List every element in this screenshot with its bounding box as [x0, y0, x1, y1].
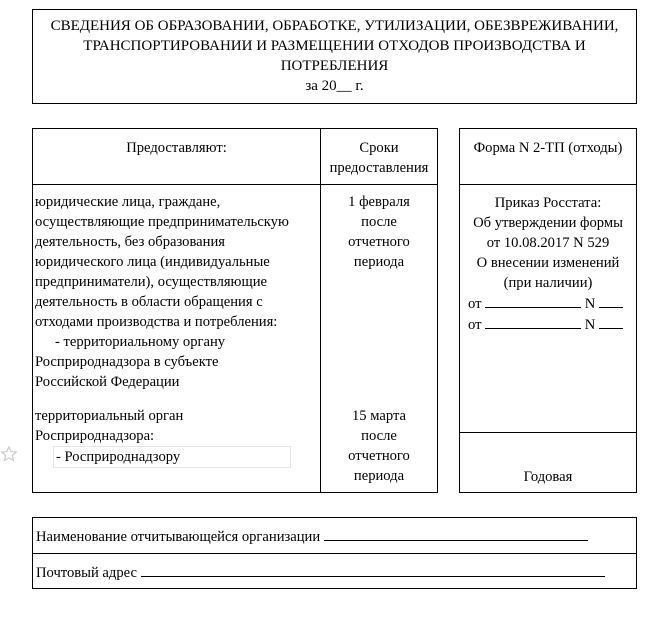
form-name: Форма N 2-ТП (отходы) [473, 140, 623, 156]
provider-line: Росприроднадзора: [35, 428, 155, 444]
form-info-box [459, 128, 637, 493]
amend-number-field[interactable] [599, 314, 623, 329]
amend-number-field[interactable] [599, 293, 623, 308]
header-deadlines [321, 138, 437, 178]
provider-line: деятельность, без образования [35, 234, 225, 250]
amend-prefix: от [468, 317, 482, 333]
provider-line: предприниматели), осуществляющие [35, 274, 267, 290]
organization-name-label: Наименование отчитывающейся организации [36, 529, 321, 545]
report-title-box [32, 9, 637, 104]
order-line: (при наличии) [503, 275, 593, 291]
table-row-1-providers [35, 192, 317, 392]
form-period: Годовая [523, 469, 573, 485]
report-year: за 20__ г. [305, 78, 364, 94]
amendment-line-2 [460, 314, 636, 335]
order-line: Об утверждении формы [473, 215, 623, 231]
header-divider [33, 184, 437, 185]
report-title: СВЕДЕНИЯ ОБ ОБРАЗОВАНИИ, ОБРАБОТКЕ, УТИЛИЗАЦИИ, ОБЕЗВРЕЖИВАНИИ, ТРАНСПОРТИРОВАНИИ И РАЗМЕЩЕНИИ ОТХОДОВ ПРОИЗВОДСТВА И ПОТРЕБЛЕНИЯ [50, 18, 619, 74]
form-order-info [460, 193, 636, 335]
table-row-1-deadline [321, 192, 437, 272]
table-row-2-providers [35, 406, 317, 468]
provider-line: юридического лица (индивидуальные [35, 254, 270, 270]
deadline-line: после [361, 428, 397, 444]
form-divider [460, 432, 636, 433]
deadline-line: отчетного [348, 448, 410, 464]
amend-n-label: N [584, 296, 596, 312]
star-outline-icon[interactable] [0, 445, 18, 463]
deadline-line: периода [353, 254, 405, 270]
recipient-line: Росприроднадзора в субъекте [35, 354, 219, 370]
postal-address-field[interactable] [141, 562, 605, 577]
provider-line: юридические лица, граждане, [35, 194, 221, 210]
organization-name-row [36, 526, 588, 547]
deadline-line: 1 февраля [348, 194, 410, 210]
postal-address-label: Почтовый адрес [36, 565, 137, 581]
deadline-line: отчетного [348, 234, 410, 250]
amend-n-label: N [584, 317, 596, 333]
organization-box [32, 517, 637, 589]
amendment-line-1 [460, 293, 636, 314]
organization-name-field[interactable] [324, 526, 588, 541]
provider-line: осуществляющие предпринимательскую [35, 214, 289, 230]
recipient-line: Российской Федерации [35, 374, 180, 390]
amend-date-field[interactable] [485, 293, 581, 308]
provider-line: деятельность в области обращения с [35, 294, 263, 310]
amend-prefix: от [468, 296, 482, 312]
form-divider [460, 184, 636, 185]
order-line: Приказ Росстата: [494, 195, 602, 211]
amend-date-field[interactable] [485, 314, 581, 329]
recipient-line[interactable]: - Росприроднадзору [53, 446, 291, 468]
postal-address-row [36, 562, 605, 583]
recipient-line: - территориальному органу [55, 334, 226, 350]
table-row-2-deadline [321, 406, 437, 486]
header-providers: Предоставляют: [126, 140, 227, 156]
header-deadlines-line: Сроки [359, 140, 399, 156]
submission-table [32, 128, 438, 493]
provider-line: отходами производства и потребления: [35, 314, 278, 330]
header-deadlines-line: предоставления [329, 160, 429, 176]
organization-divider [33, 553, 636, 554]
deadline-line: периода [353, 468, 405, 484]
order-line: О внесении изменений [476, 255, 620, 271]
deadline-line: после [361, 214, 397, 230]
order-line: от 10.08.2017 N 529 [486, 235, 610, 251]
provider-line: территориальный орган [35, 408, 184, 424]
deadline-line: 15 марта [352, 408, 406, 424]
